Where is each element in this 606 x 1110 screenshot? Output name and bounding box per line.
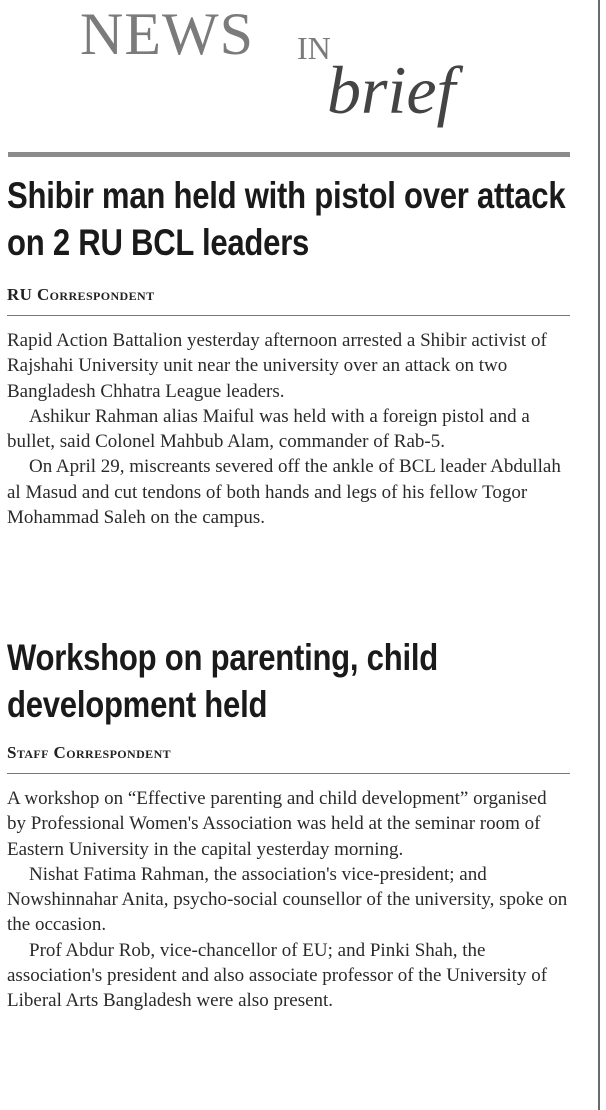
masthead-brief: brief xyxy=(327,52,456,128)
article-body xyxy=(7,786,570,1014)
article-paragraph: Prof Abdur Rob, vice-chancellor of EU; and Pinki Shah, the association's president and also associate professor of the University of Liberal Arts Bangladesh were also present. xyxy=(7,939,548,1012)
masthead-divider xyxy=(8,152,570,157)
article-workshop xyxy=(7,634,570,1014)
masthead-in: IN xyxy=(297,30,331,66)
article-paragraph: Rapid Action Battalion yesterday afternoon arrested a Shibir activist of Rajshahi University unit near the university over an attack on two Bangladesh Chhatra League leaders. xyxy=(7,330,547,402)
article-byline: RU Correspondent xyxy=(7,285,155,304)
article-paragraph: Ashikur Rahman alias Maiful was held with a foreign pistol and a bullet, said Colonel Mahbub Alam, commander of Rab-5. xyxy=(7,405,530,453)
article-paragraph: On April 29, miscreants severed off the ankle of BCL leader Abdullah al Masud and cut tendons of both hands and legs of his fellow Togor Mohammad Saleh on the campus. xyxy=(7,456,561,529)
article-headline: Shibir man held with pistol over attack on 2 RU BCL leaders xyxy=(7,175,566,263)
section-masthead xyxy=(0,0,590,160)
article-shibir xyxy=(7,172,570,530)
byline-divider xyxy=(7,315,570,316)
article-paragraph: A workshop on “Effective parenting and child development” organised by Professional Women's Association was held at the seminar room of Eastern University in the capital yesterday morning. xyxy=(7,788,547,860)
article-headline: Workshop on parenting, child development held xyxy=(7,637,438,725)
byline-divider xyxy=(7,773,570,774)
article-body xyxy=(7,328,570,530)
article-byline: Staff Correspondent xyxy=(7,743,172,762)
article-paragraph: Nishat Fatima Rahman, the association's vice-president; and Nowshinnahar Anita, psycho-social counsellor of the university, spoke on the occasion. xyxy=(7,863,568,936)
column-rule xyxy=(598,0,600,1110)
masthead-news: NEWS xyxy=(80,1,254,67)
